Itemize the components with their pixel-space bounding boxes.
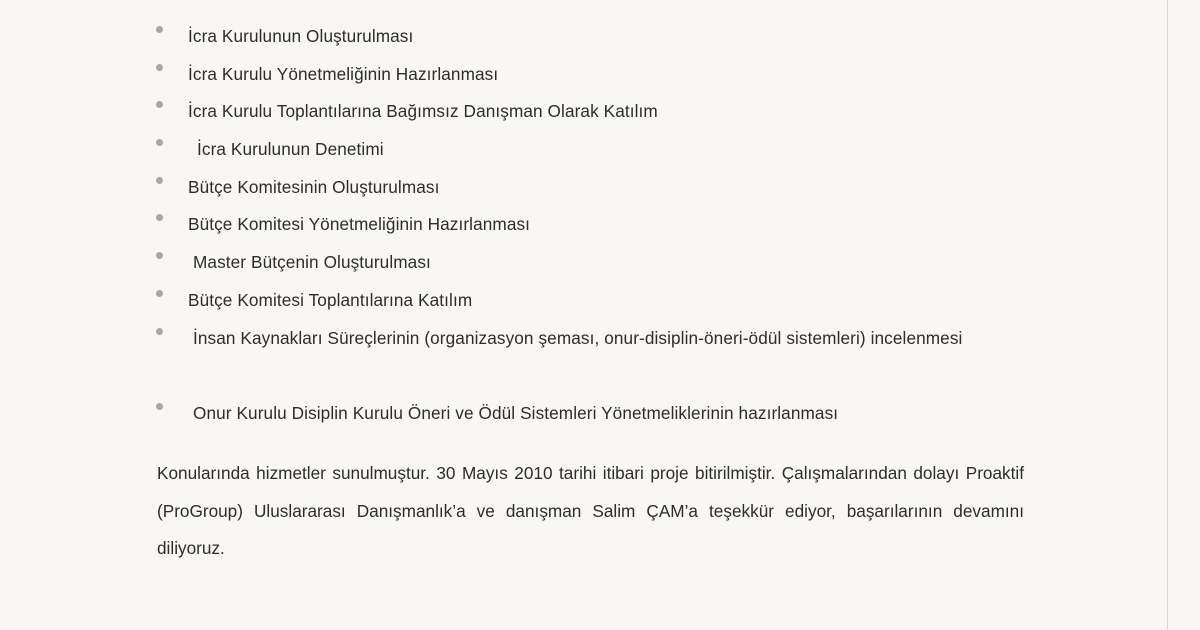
bullet-icon xyxy=(156,252,163,259)
bullet-icon xyxy=(156,139,163,146)
list-item-text: Bütçe Komitesi Yönetmeliğinin Hazırlanması xyxy=(188,214,531,235)
list-item-text: Bütçe Komitesi Toplantılarına Katılım xyxy=(188,289,473,310)
list-item xyxy=(0,56,1200,94)
list-item-text: Bütçe Komitesinin Oluşturulması xyxy=(188,176,440,197)
list-item xyxy=(0,131,1200,169)
bullet-icon xyxy=(156,64,163,71)
list-item xyxy=(0,206,1200,244)
bullet-icon xyxy=(156,101,163,108)
list-item xyxy=(0,282,1200,320)
bullet-icon xyxy=(156,214,163,221)
bullet-icon xyxy=(156,177,163,184)
list-item xyxy=(0,244,1200,282)
bullet-icon xyxy=(156,403,163,410)
list-item xyxy=(0,169,1200,207)
list-item xyxy=(0,18,1200,56)
list-item-text: İcra Kurulu Yönetmeliğinin Hazırlanması xyxy=(188,63,499,84)
list-item-text: Master Bütçenin Oluşturulması xyxy=(193,252,431,273)
bullet-icon xyxy=(156,290,163,297)
list-item xyxy=(0,93,1200,131)
list-item-text: İnsan Kaynakları Süreçlerinin (organizasyon şeması, onur-disiplin-öneri-ödül sistemleri) incelenmesi xyxy=(193,327,963,348)
closing-paragraph: Konularında hizmetler sunulmuştur. 30 Mayıs 2010 tarihi itibari proje bitirilmiştir. Çalışmalarından dolayı Proaktif (ProGroup) Uluslararası Danışmanlık’a ve danışman Salim ÇAM’a teşekkür ediyor, başarılarının devamını diliyoruz. xyxy=(157,463,1024,559)
service-list xyxy=(0,18,1200,433)
list-item-text: İcra Kurulunun Oluşturulması xyxy=(188,26,414,46)
bullet-icon xyxy=(156,328,163,335)
list-item-text: Onur Kurulu Disiplin Kurulu Öneri ve Ödül Sistemleri Yönetmeliklerinin hazırlanması xyxy=(193,402,839,423)
list-item xyxy=(0,320,1200,395)
bullet-icon xyxy=(156,26,163,33)
list-item xyxy=(0,395,1200,433)
list-item-text: İcra Kurulunun Denetimi xyxy=(197,139,384,160)
list-item-text: İcra Kurulu Toplantılarına Bağımsız Danışman Olarak Katılım xyxy=(188,101,658,122)
